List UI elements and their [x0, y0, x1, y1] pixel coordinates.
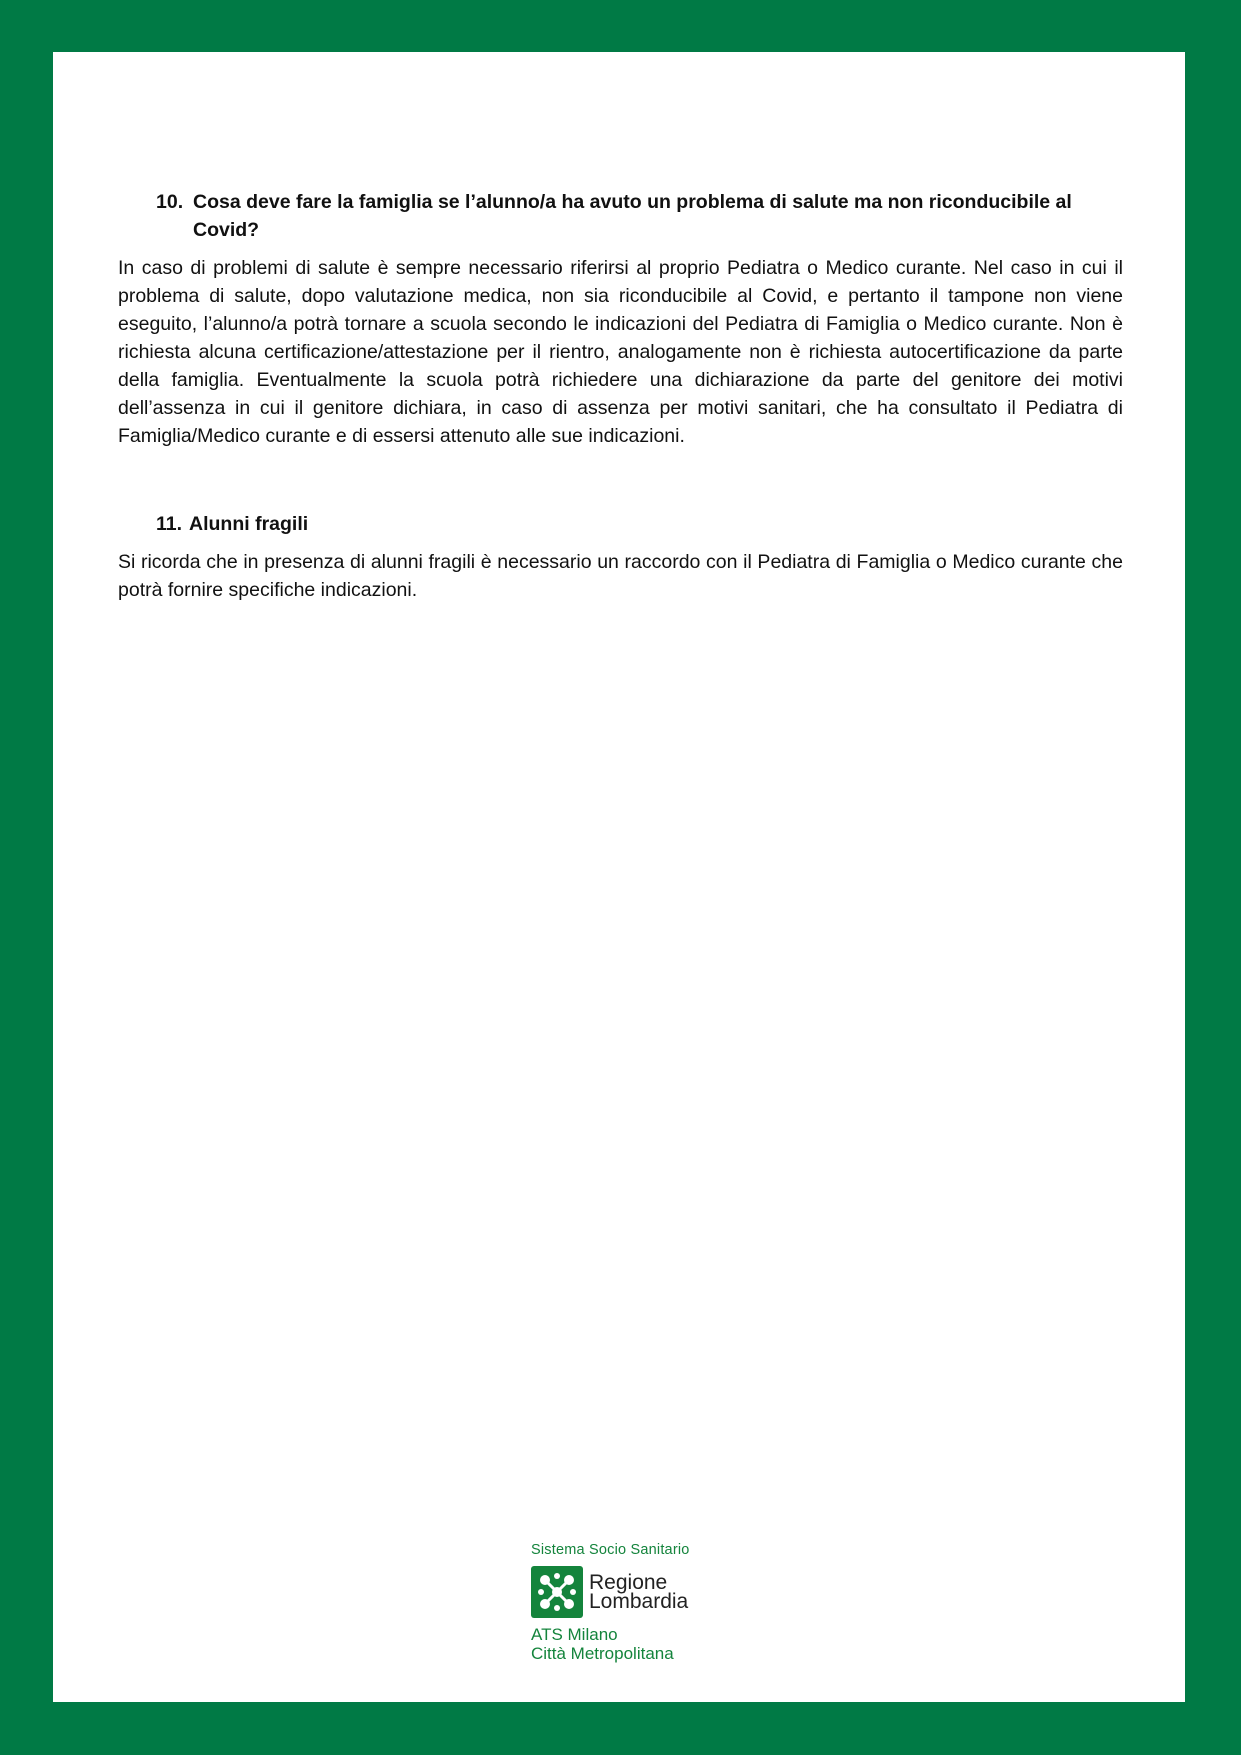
section-11-title: Alunni fragili — [189, 513, 309, 535]
logo-region-block — [531, 1566, 731, 1618]
section-10-number: 10. — [156, 191, 184, 213]
section-10-body: In caso di problemi di salute è sempre necessario riferirsi al proprio Pediatra o Medico curante. Nel caso in cui il problema di salute, dopo valutazione medica, non sia riconducibile al Covid, e pertanto il tampone non viene eseguito, l’alunno/a potrà tornare a scuola secondo le indicazioni del Pediatra di Famiglia o Medico curante. Non è richiesta alcuna certificazione/attestazione per il rientro, analogamente non è richiesta autocertificazione da parte della famiglia. Eventualmente la scuola potrà richiedere una dichiarazione da parte del genitore dei motivi dell’assenza in cui il genitore dichiara, in caso di assenza per motivi sanitari, che ha consultato il Pediatra di Famiglia/Medico curante e di essersi attenuto alle sue indicazioni. — [118, 257, 1123, 447]
logo-agency — [531, 1625, 731, 1663]
regione-lombardia-rosa-camuna-icon — [531, 1566, 583, 1618]
logo-agency-line1: ATS Milano — [531, 1625, 618, 1644]
document-page — [53, 52, 1185, 1702]
logo-region-line1: Regione — [589, 1571, 668, 1594]
section-10-title: Cosa deve fare la famiglia se l’alunno/a ha avuto un problema di salute ma non riconducibile al Covid? — [193, 191, 1072, 241]
section-11-body: Si ricorda che in presenza di alunni fragili è necessario un raccordo con il Pediatra di Famiglia o Medico curante che potrà fornire specifiche indicazioni. — [118, 551, 1123, 601]
section-10-heading — [156, 188, 1123, 244]
logo-system-text: Sistema Socio Sanitario — [531, 1542, 690, 1558]
logo-region-name — [589, 1573, 688, 1611]
section-11-number: 11. — [156, 513, 183, 535]
footer-logo — [531, 1541, 731, 1663]
section-11-heading — [156, 510, 1123, 538]
logo-agency-line2: Città Metropolitana — [531, 1644, 674, 1663]
logo-region-line2: Lombardia — [589, 1590, 689, 1613]
document-content — [118, 188, 1123, 604]
section-gap — [118, 450, 1123, 510]
